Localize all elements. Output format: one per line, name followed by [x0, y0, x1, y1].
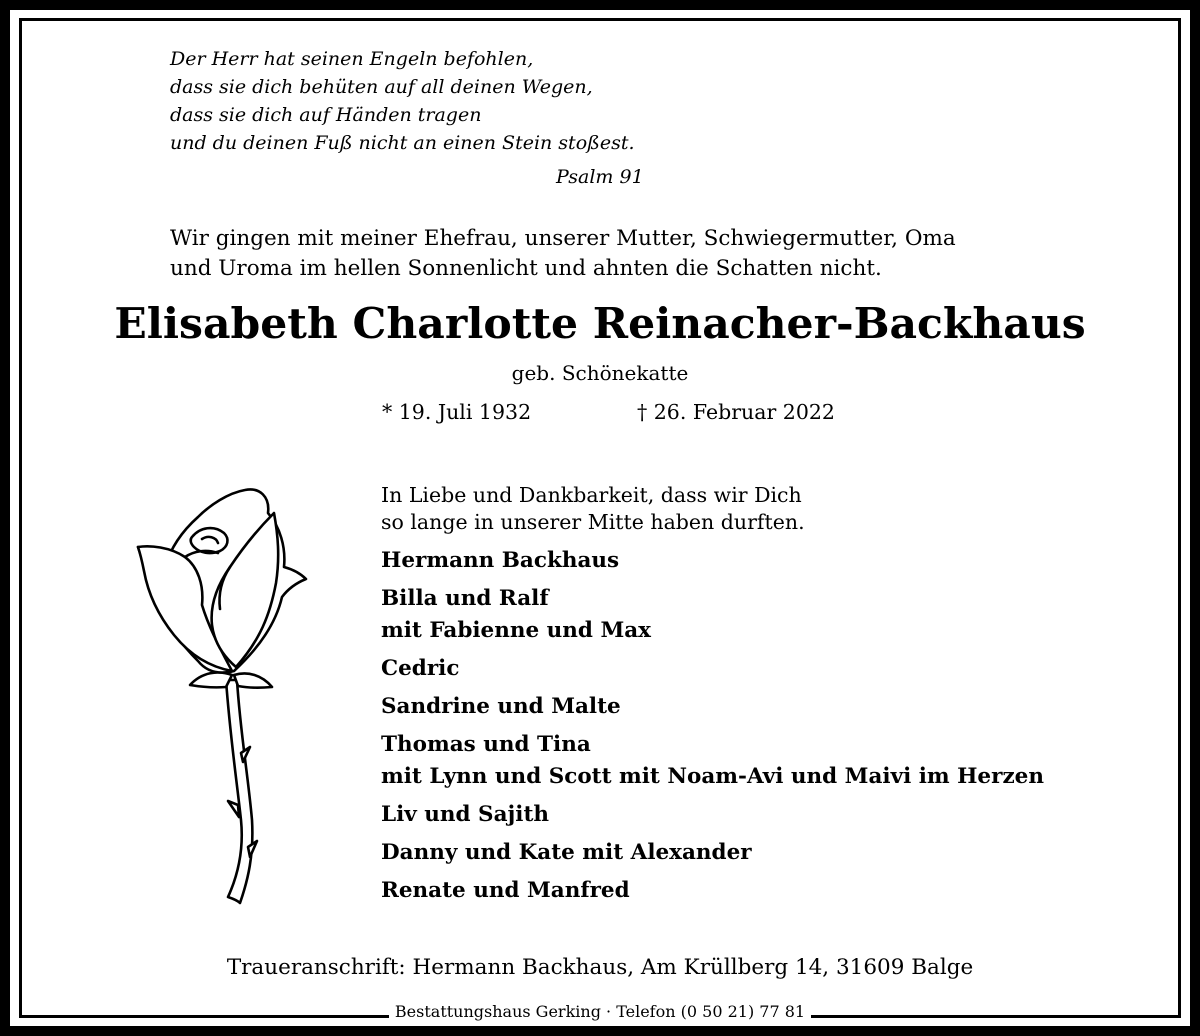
- family-member: Danny und Kate mit Alexander: [381, 840, 752, 865]
- family-member: Hermann Backhaus: [381, 548, 620, 573]
- funeral-home-contact: Bestattungshaus Gerking · Telefon (0 50 21) 77 81: [389, 1001, 811, 1023]
- psalm-line: dass sie dich auf Händen tragen: [170, 104, 482, 126]
- rose-sepal: [190, 672, 232, 687]
- family-member: Billa und Ralf: [381, 586, 549, 611]
- psalm-line: dass sie dich behüten auf all deinen Wegen,: [170, 76, 593, 98]
- psalm-verse: [170, 45, 870, 157]
- psalm-line: Der Herr hat seinen Engeln befohlen,: [170, 48, 534, 70]
- mourning-address: Traueranschrift: Hermann Backhaus, Am Krüllberg 14, 31609 Balge: [226, 955, 974, 980]
- rose-thorn: [228, 801, 239, 817]
- rose-sepal: [234, 674, 272, 688]
- death-date: † 26. Februar 2022: [637, 400, 835, 424]
- birth-name: geb. Schönekatte: [511, 361, 689, 385]
- family-member: Sandrine und Malte: [381, 694, 621, 719]
- footer: [0, 1001, 1200, 1023]
- family-list: [381, 545, 1044, 907]
- family-member: mit Fabienne und Max: [381, 618, 651, 643]
- intro-line: und Uroma im hellen Sonnenlicht und ahnten die Schatten nicht.: [170, 256, 882, 281]
- rose-icon: [110, 475, 325, 915]
- birth-date: * 19. Juli 1932: [382, 400, 532, 424]
- rose-stem: [226, 680, 252, 903]
- deceased-name: Elisabeth Charlotte Reinacher-Backhaus: [114, 299, 1086, 349]
- intro-text: [170, 224, 956, 284]
- rose-bud: [191, 528, 228, 553]
- family-member: Thomas und Tina: [381, 732, 591, 757]
- thanks-text: [381, 482, 805, 536]
- intro-line: Wir gingen mit meiner Ehefrau, unserer Mutter, Schwiegermutter, Oma: [170, 226, 956, 251]
- thanks-line: so lange in unserer Mitte haben durften.: [381, 510, 805, 534]
- psalm-line: und du deinen Fuß nicht an einen Stein stoßest.: [170, 132, 635, 154]
- family-member: mit Lynn und Scott mit Noam-Avi und Maivi im Herzen: [381, 764, 1044, 789]
- psalm-reference: Psalm 91: [556, 166, 644, 188]
- family-member: Liv und Sajith: [381, 802, 550, 827]
- thanks-line: In Liebe und Dankbarkeit, dass wir Dich: [381, 483, 802, 507]
- family-member: Renate und Manfred: [381, 878, 630, 903]
- family-member: Cedric: [381, 656, 460, 681]
